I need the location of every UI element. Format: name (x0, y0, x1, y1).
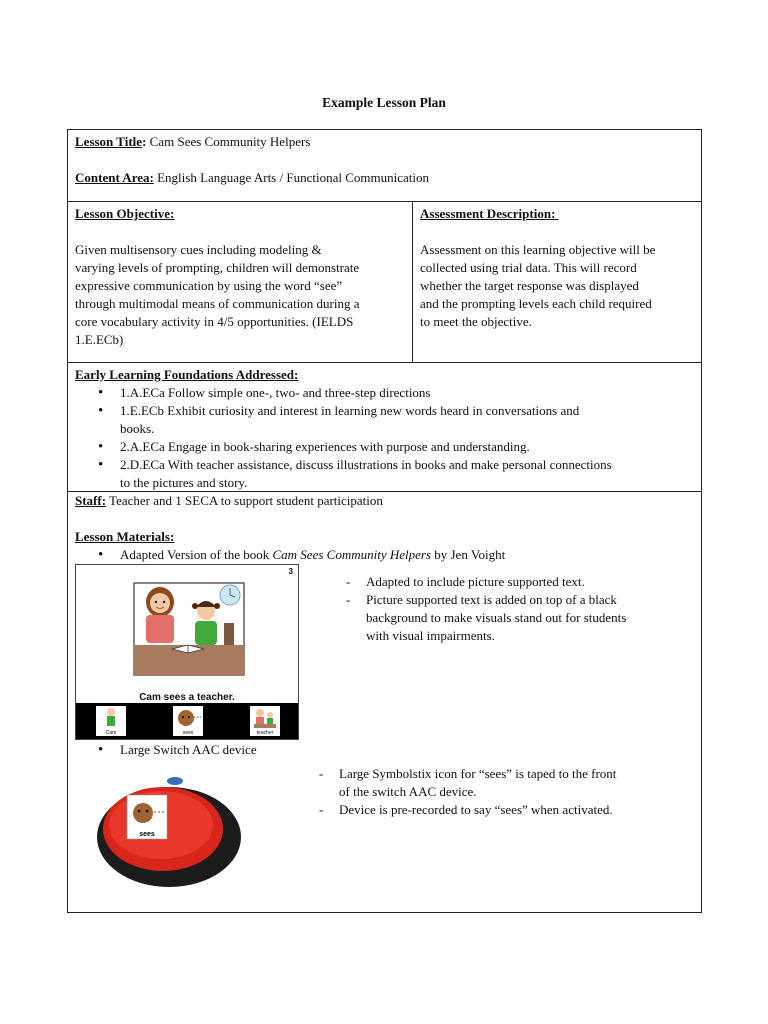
book-notes-list (342, 573, 682, 645)
sees-symbol-icon (173, 706, 203, 730)
aac-switch-icon (91, 767, 251, 893)
lesson-title-colon: : (142, 134, 147, 149)
content-area-label: Content Area: (75, 170, 154, 185)
book-note: - Picture supported text is added on top of a black background to make visuals stand out for students with visual impairments. (342, 591, 682, 645)
symbol-card-teacher: teacher (250, 706, 280, 736)
book-caption: Cam sees a teacher. (139, 692, 235, 703)
foundation-item: • 2.D.ECa With teacher assistance, discuss illustrations in books and make personal connections to the pictures and story. (120, 456, 694, 492)
switch-note: - Large Symbolstix icon for “sees” is taped to the front of the switch AAC device. (315, 765, 694, 801)
assessment-line: collected using trial data. This will record (420, 260, 637, 275)
book-illustration (76, 565, 298, 695)
foundation-item: • 1.A.ECa Follow simple one-, two- and three-step directions (120, 384, 694, 402)
symbol-card-sees: sees (173, 706, 203, 736)
objective-line: through multimodal means of communication during a (75, 296, 360, 311)
lesson-title-value: Cam Sees Community Helpers (146, 134, 311, 149)
materials-label: Lesson Materials: (75, 529, 175, 544)
assessment-label: Assessment Description: (420, 206, 559, 221)
switch-device-image (91, 767, 251, 893)
foundation-item: • 2.A.ECa Engage in book-sharing experiences with purpose and understanding. (120, 438, 694, 456)
switch-note: - Device is pre-recorded to say “sees” when activated. (315, 801, 694, 819)
content-area-line (75, 169, 694, 187)
cam-symbol-icon (96, 706, 126, 730)
foundations-row (68, 363, 701, 492)
lesson-title-label: Lesson Title (75, 134, 143, 149)
foundations-label: Early Learning Foundations Addressed: (75, 367, 299, 382)
objective-line: expressive communication by using the word “see” (75, 278, 343, 293)
staff-line (75, 492, 694, 510)
book-title: Cam Sees Community Helpers (272, 547, 431, 562)
staff-materials-row (68, 492, 701, 912)
assessment-cell (413, 202, 701, 362)
foundations-list (75, 384, 694, 492)
materials-list-2 (75, 741, 694, 759)
staff-value: Teacher and 1 SECA to support student participation (106, 493, 383, 508)
staff-label: Staff: (75, 493, 107, 508)
foundation-item: • 1.E.ECb Exhibit curiosity and interest in learning new words heard in conversations and books. (120, 402, 694, 438)
lesson-title-line (75, 133, 694, 151)
objective-line: Given multisensory cues including modeling & (75, 242, 322, 257)
switch-media-row (75, 767, 694, 893)
book-media-row (75, 564, 694, 740)
symbol-card-cam: Cam (96, 706, 126, 736)
content-area-value: English Language Arts / Functional Communication (153, 170, 429, 185)
lesson-plan-table (67, 129, 702, 913)
teacher-symbol-icon (250, 706, 280, 730)
objective-line: core vocabulary activity in 4/5 opportunities. (IELDS (75, 314, 354, 329)
lesson-header-row (68, 130, 701, 202)
switch-notes-list (315, 765, 694, 819)
book-note: - Adapted to include picture supported text. (342, 573, 682, 591)
objective-assessment-row (68, 202, 701, 363)
objective-cell (68, 202, 413, 362)
book-page-number: 3 (288, 567, 293, 576)
switch-symbol-label: sees (139, 831, 155, 838)
assessment-line: Assessment on this learning objective will be (420, 242, 656, 257)
symbol-strip (76, 703, 298, 739)
objective-line: varying levels of prompting, children will demonstrate (75, 260, 360, 275)
assessment-line: and the prompting levels each child required (420, 296, 652, 311)
material-item-book: • Adapted Version of the book Cam Sees Community Helpers by Jen Voight (120, 546, 694, 564)
assessment-line: to meet the objective. (420, 314, 532, 329)
assessment-line: whether the target response was displayed (420, 278, 639, 293)
materials-list (75, 546, 694, 564)
document-title: Example Lesson Plan (322, 95, 446, 110)
objective-label: Lesson Objective: (75, 206, 175, 221)
book-page-image (75, 564, 299, 740)
material-item-switch: • Large Switch AAC device (120, 741, 694, 759)
objective-line: 1.E.ECb) (75, 332, 124, 347)
